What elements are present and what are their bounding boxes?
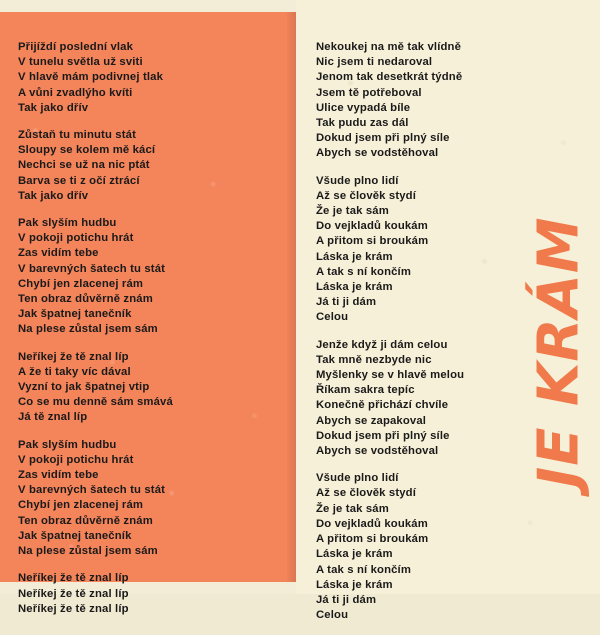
lyrics-line: A tak s ní končím bbox=[316, 265, 412, 278]
lyrics-stanza bbox=[316, 174, 536, 326]
lyrics-stanza bbox=[316, 471, 536, 623]
lyrics-line: Vyzní to jak špatnej vtip bbox=[18, 381, 150, 394]
lyrics-line: A tak s ní končím bbox=[316, 563, 412, 576]
lyrics-line: Chybí jen zlacenej rám bbox=[18, 499, 144, 512]
lyrics-line: Ten obraz důvěrně znám bbox=[18, 293, 153, 306]
lyrics-line: Já ti ji dám bbox=[316, 593, 377, 606]
lyrics-line: Dokud jsem při plný síle bbox=[316, 132, 450, 145]
lyrics-line: Jsem tě potřeboval bbox=[316, 86, 422, 99]
lyrics-line: Myšlenky se v hlavě melou bbox=[316, 369, 465, 382]
lyrics-line: Co se mu denně sám smává bbox=[18, 396, 173, 409]
lyrics-line: Já ti ji dám bbox=[316, 296, 377, 309]
lyrics-line: Zůstaň tu minutu stát bbox=[18, 129, 136, 142]
lyrics-stanza bbox=[18, 216, 258, 338]
lyrics-stanza bbox=[18, 438, 258, 560]
lyrics-line: Chybí jen zlacenej rám bbox=[18, 277, 144, 290]
lyrics-line: Abych se zapakoval bbox=[316, 414, 427, 427]
lyrics-line: Že je tak sám bbox=[316, 502, 389, 515]
lyrics-line: Tak pudu zas dál bbox=[316, 117, 409, 130]
lyrics-line: Všude plno lidí bbox=[316, 174, 399, 187]
lyrics-line: A že ti taky víc dával bbox=[18, 365, 131, 378]
lyrics-line: Do vejkladů koukám bbox=[316, 220, 428, 233]
lyrics-line: A vůni zvadlýho kvíti bbox=[18, 86, 133, 99]
lyrics-line: Celou bbox=[316, 609, 349, 622]
lyrics-line: Láska je krám bbox=[316, 281, 393, 294]
lyrics-line: Ten obraz důvěrně znám bbox=[18, 514, 153, 527]
lyrics-stanza bbox=[18, 40, 258, 116]
lyrics-stanza bbox=[316, 338, 536, 460]
lyrics-line: Nekoukej na mě tak vlídně bbox=[316, 41, 462, 53]
lyrics-right-column bbox=[316, 40, 536, 635]
lyrics-line: Na plese zůstal jsem sám bbox=[18, 323, 158, 336]
lyrics-line: Neříkej že tě znal líp bbox=[18, 602, 129, 615]
lyrics-line: Abych se vodstěhoval bbox=[316, 147, 439, 160]
lyrics-line: Zas vidím tebe bbox=[18, 247, 99, 260]
lyrics-line: Dokud jsem při plný síle bbox=[316, 429, 450, 442]
lyrics-line: Že je tak sám bbox=[316, 205, 389, 218]
lyrics-line: Nic jsem ti nedaroval bbox=[316, 56, 433, 69]
lyrics-line: Na plese zůstal jsem sám bbox=[18, 545, 158, 558]
lyrics-line: Jak špatnej tanečník bbox=[18, 308, 132, 321]
lyrics-line: Až se člověk stydí bbox=[316, 487, 417, 500]
lyrics-line: Neříkej že tě znal líp bbox=[18, 572, 129, 585]
lyrics-line: Neříkej že tě znal líp bbox=[18, 350, 129, 363]
lyrics-line: Do vejkladů koukám bbox=[316, 517, 428, 530]
lyrics-line: Já tě znal líp bbox=[18, 411, 88, 424]
lyrics-line: V pokoji potichu hrát bbox=[18, 453, 134, 466]
lyrics-line: Láska je krám bbox=[316, 548, 393, 561]
lyrics-line: V tunelu světla už sviti bbox=[18, 56, 143, 69]
lyrics-left-column bbox=[18, 40, 258, 629]
lyrics-line: Tak jako dřív bbox=[18, 189, 89, 202]
lyrics-line: Jenže když ji dám celou bbox=[316, 338, 448, 351]
lyrics-line: Sloupy se kolem mě kácí bbox=[18, 144, 156, 157]
lyrics-line: Celou bbox=[316, 311, 349, 324]
lyrics-line: Nechci se už na nic ptát bbox=[18, 159, 150, 172]
lyrics-line: A přitom si broukám bbox=[316, 235, 429, 248]
lyrics-line: Říkam sakra tepíc bbox=[316, 384, 415, 397]
lyrics-line: Pak slyším hudbu bbox=[18, 217, 117, 230]
lyrics-stanza bbox=[316, 40, 536, 162]
lyrics-line: Konečně přichází chvíle bbox=[316, 399, 449, 412]
lyrics-line: Všude plno lidí bbox=[316, 472, 399, 485]
album-title-text: JE KRÁM bbox=[526, 216, 592, 488]
lyrics-line: Láska je krám bbox=[316, 578, 393, 591]
lyrics-line: Pak slyším hudbu bbox=[18, 438, 117, 451]
top-margin bbox=[0, 0, 296, 12]
lyrics-line: Jak špatnej tanečník bbox=[18, 529, 132, 542]
lyrics-line: Abych se vodstěhoval bbox=[316, 445, 439, 458]
lyrics-line: V barevných šatech tu stát bbox=[18, 484, 166, 497]
lyrics-line: Láska je krám bbox=[316, 250, 393, 263]
lyrics-line: Zas vidím tebe bbox=[18, 469, 99, 482]
lyrics-line: Tak mně nezbyde nic bbox=[316, 353, 432, 366]
panel-fold-shadow bbox=[287, 0, 296, 594]
lyrics-line: Tak jako dřív bbox=[18, 101, 89, 114]
lyrics-line: Barva se ti z očí ztrácí bbox=[18, 174, 140, 187]
lyrics-stanza bbox=[18, 350, 258, 426]
lyrics-stanza bbox=[18, 128, 258, 204]
lyrics-line: Přijíždí poslední vlak bbox=[18, 41, 134, 53]
lyrics-line: Až se člověk stydí bbox=[316, 189, 417, 202]
lyrics-line: Ulice vypadá bíle bbox=[316, 101, 411, 114]
lyrics-line: Neříkej že tě znal líp bbox=[18, 587, 129, 600]
lyrics-line: V pokoji potichu hrát bbox=[18, 232, 134, 245]
lyrics-line: V hlavě mám podivnej tlak bbox=[18, 71, 164, 84]
lyrics-line: V barevných šatech tu stát bbox=[18, 262, 166, 275]
lyrics-stanza bbox=[18, 571, 258, 617]
lyrics-line: A přitom si broukám bbox=[316, 533, 429, 546]
lyrics-line: Jenom tak desetkrát týdně bbox=[316, 71, 463, 84]
